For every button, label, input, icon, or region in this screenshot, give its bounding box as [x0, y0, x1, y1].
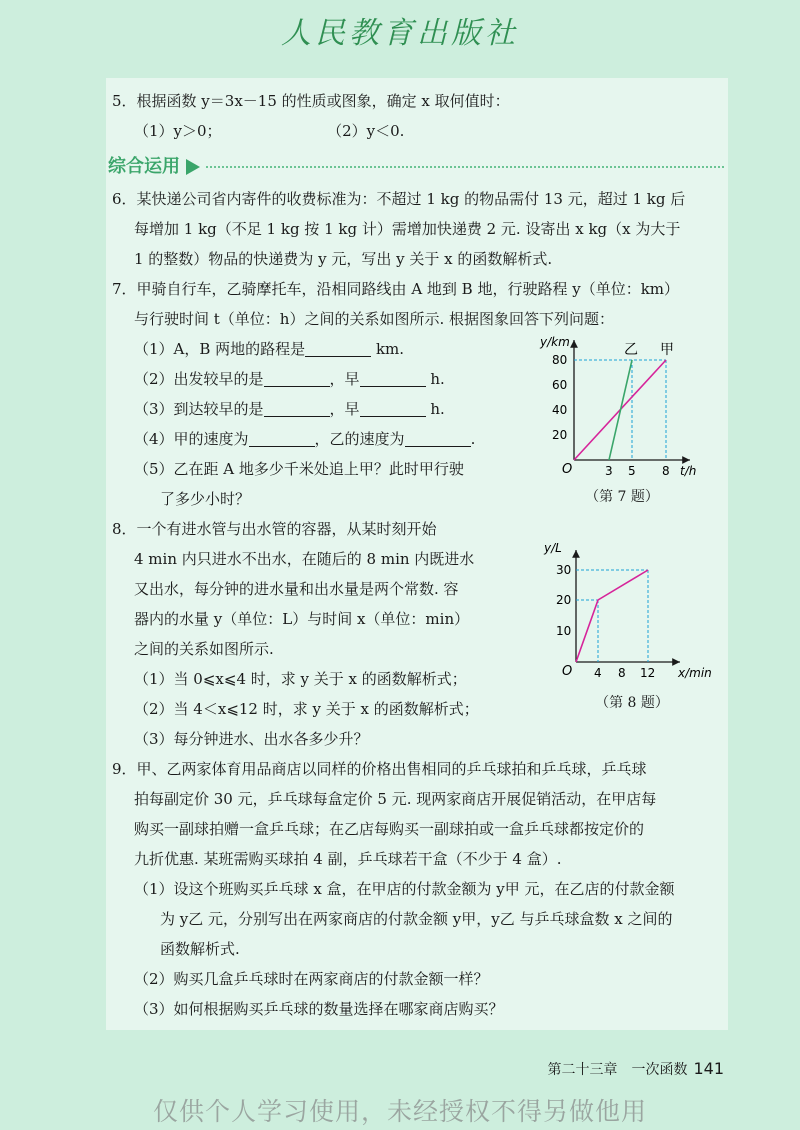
label-jia: 甲	[660, 342, 674, 358]
answer-blank[interactable]	[264, 368, 330, 387]
q7-line2: 与行驶时间 t（单位：h）之间的关系如图所示. 根据图象回答下列问题：	[134, 310, 614, 328]
origin-label: O	[562, 462, 573, 477]
x-axis-label: t/h	[680, 464, 697, 478]
figure-7	[530, 330, 710, 484]
q7-line1: 7．甲骑自行车，乙骑摩托车，沿相同路线由 A 地到 B 地，行驶路程 y（单位：km）	[112, 280, 680, 298]
q8-line5: 之间的关系如图所示.	[134, 640, 274, 658]
answer-blank[interactable]	[360, 368, 426, 387]
q6-line2: 每增加 1 kg（不足 1 kg 按 1 kg 计）需增加快递费 2 元. 设寄出 x kg（x 为大于	[134, 220, 681, 238]
figure-8-graph	[530, 540, 720, 690]
origin-label: O	[562, 664, 573, 679]
figure-8-caption: （第 8 题）	[595, 695, 669, 711]
figure-8	[530, 540, 720, 694]
y-tick: 60	[552, 378, 568, 392]
y-tick: 80	[552, 353, 568, 367]
q7-part2: （2）出发较早的是 ，早 h.	[134, 370, 445, 388]
x-tick: 12	[640, 666, 656, 680]
q9-part3: （3）如何根据购买乒乓球的数量选择在哪家商店购买？	[134, 1000, 504, 1018]
y-tick: 20	[552, 428, 568, 442]
q5-stem: 5．根据函数 y＝3x－15 的性质或图象，确定 x 取何值时：	[112, 92, 510, 110]
y-tick: 20	[556, 593, 572, 607]
x-axis-label: x/min	[678, 666, 712, 680]
q8-part3: （3）每分钟进水、出水各多少升？	[134, 730, 369, 748]
q8-line4: 器内的水量 y（单位：L）与时间 x（单位：min）	[134, 610, 470, 628]
q6-line3: 1 的整数）物品的快递费为 y 元，写出 y 关于 x 的函数解析式.	[134, 250, 553, 268]
label-yi: 乙	[624, 342, 638, 358]
line-yi	[609, 360, 632, 460]
section-divider	[206, 166, 724, 168]
q5-parts	[112, 116, 724, 146]
q7-part4: （4）甲的速度为 ，乙的速度为 .	[134, 430, 476, 448]
q5-part1: （1）y＞0；	[134, 122, 222, 140]
q9-part1-cont: 为 y乙 元，分别写出在两家商店的付款金额 y甲，y乙 与乒乓球盒数 x 之间的	[160, 910, 673, 928]
q7-part3: （3）到达较早的是 ，早 h.	[134, 400, 445, 418]
answer-blank[interactable]	[249, 428, 315, 447]
page-footer	[547, 1059, 724, 1079]
figure-7-graph	[530, 330, 710, 480]
q9-line4: 九折优惠. 某班需购买球拍 4 副，乒乓球若干盒（不少于 4 盒）.	[134, 850, 562, 868]
x-tick: 4	[594, 666, 602, 680]
q7-part1: （1）A，B 两地的路程是 km.	[134, 340, 405, 358]
q6-line1: 6．某快递公司省内寄件的收费标准为：不超过 1 kg 的物品需付 13 元，超过 1 kg 后	[112, 190, 686, 208]
play-arrow-icon	[186, 159, 200, 175]
x-tick: 3	[605, 464, 613, 478]
q5-part2: （2）y＜0.	[327, 122, 405, 140]
chapter-title: 第二十三章 一次函数	[547, 1062, 688, 1078]
q8-line2: 4 min 内只进水不出水，在随后的 8 min 内既进水	[134, 550, 475, 568]
q9-line3: 购买一副球拍赠一盒乒乓球；在乙店每购买一副球拍或一盒乒乓球都按定价的	[134, 820, 645, 838]
x-tick: 8	[662, 464, 670, 478]
answer-blank[interactable]	[264, 398, 330, 417]
q9-line2: 拍每副定价 30 元，乒乓球每盒定价 5 元. 现两家商店开展促销活动，在甲店每	[134, 790, 657, 808]
y-axis-label: y/L	[544, 541, 562, 555]
y-tick: 40	[552, 403, 568, 417]
answer-blank[interactable]	[305, 338, 371, 357]
y-axis-label: y/km	[540, 335, 570, 349]
x-tick: 8	[618, 666, 626, 680]
answer-blank[interactable]	[360, 398, 426, 417]
q9-part2: （2）购买几盒乒乓球时在两家商店的付款金额一样？	[134, 970, 489, 988]
answer-blank[interactable]	[405, 428, 471, 447]
publisher-logo: 人民教育出版社	[281, 16, 519, 51]
page-number: 141	[693, 1059, 724, 1078]
q8-part1: （1）当 0⩽x⩽4 时，求 y 关于 x 的函数解析式；	[134, 670, 467, 688]
q9-part1: （1）设这个班购买乒乓球 x 盒，在甲店的付款金额为 y甲 元，在乙店的付款金额	[134, 880, 675, 898]
q8-line3: 又出水，每分钟的进水量和出水量是两个常数. 容	[134, 580, 459, 598]
q7-part5: （5）乙在距 A 地多少千米处追上甲？此时甲行驶	[134, 460, 464, 478]
y-tick: 10	[556, 624, 572, 638]
x-tick: 5	[628, 464, 636, 478]
y-tick: 30	[556, 563, 572, 577]
section-header	[108, 150, 724, 184]
q8-part2: （2）当 4＜x⩽12 时，求 y 关于 x 的函数解析式；	[134, 700, 479, 718]
figure-7-caption: （第 7 题）	[585, 489, 659, 505]
q9-line1: 9．甲、乙两家体育用品商店以同样的价格出售相同的乒乓球拍和乒乓球，乒乓球	[112, 760, 647, 778]
q8-line1: 8．一个有进水管与出水管的容器，从某时刻开始	[112, 520, 437, 538]
water-line	[576, 570, 648, 662]
q9-part1-end: 函数解析式.	[160, 940, 240, 958]
watermark: 仅供个人学习使用，未经授权不得另做他用	[152, 1097, 647, 1126]
section-title: 综合运用	[108, 156, 180, 177]
q7-part5-cont: 了多少小时？	[160, 490, 251, 508]
